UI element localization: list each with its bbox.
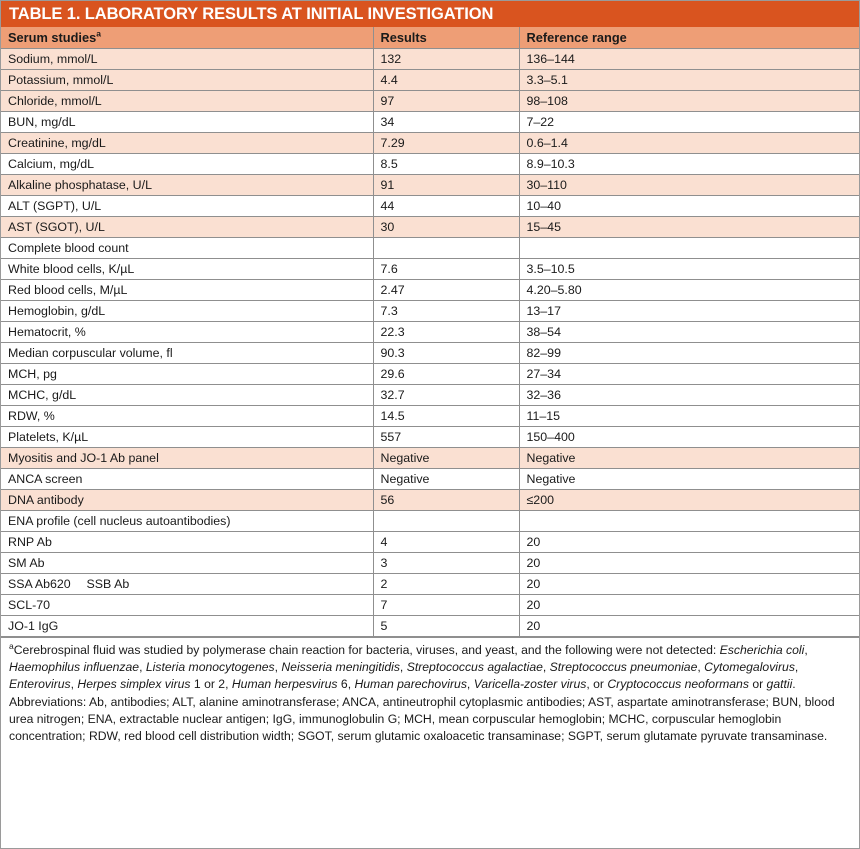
row-reference-range: 13–17 <box>519 301 859 322</box>
organism-name: Streptococcus pneumoniae <box>549 659 698 674</box>
row-label: MCHC, g/dL <box>1 385 373 406</box>
row-reference-range: 20 <box>519 595 859 616</box>
table-row <box>1 343 859 364</box>
organism-name: Haemophilus influenzae <box>9 659 140 674</box>
row-reference-range: 3.3–5.1 <box>519 70 859 91</box>
row-reference-range: 4.20–5.80 <box>519 280 859 301</box>
row-label: Complete blood count <box>1 238 373 259</box>
row-reference-range: 98–108 <box>519 91 859 112</box>
row-result: 30 <box>373 217 519 238</box>
table-row <box>1 49 859 70</box>
row-label: Red blood cells, M/µL <box>1 280 373 301</box>
row-reference-range: 10–40 <box>519 196 859 217</box>
organism-separator: , <box>542 659 550 674</box>
table-title: TABLE 1. LABORATORY RESULTS AT INITIAL INVESTIGATION <box>1 1 859 27</box>
table-row <box>1 238 859 259</box>
row-reference-range: Negative <box>519 469 859 490</box>
table-row <box>1 616 859 637</box>
row-result: 2 <box>373 574 519 595</box>
organism-name: Varicella-zoster virus <box>473 676 587 691</box>
table-row <box>1 427 859 448</box>
organism-separator: , or <box>586 676 608 691</box>
row-result: 14.5 <box>373 406 519 427</box>
row-reference-range: 7–22 <box>519 112 859 133</box>
table-row <box>1 70 859 91</box>
organism-name: gattii <box>766 676 793 691</box>
row-result: 5 <box>373 616 519 637</box>
row-label: JO-1 IgG <box>1 616 373 637</box>
organism-name: Enterovirus <box>9 676 71 691</box>
row-label: Median corpuscular volume, fl <box>1 343 373 364</box>
table-row <box>1 112 859 133</box>
organism-separator: , <box>399 659 407 674</box>
row-label: ALT (SGPT), U/L <box>1 196 373 217</box>
row-label: DNA antibody <box>1 490 373 511</box>
footnote-csf-intro: Cerebrospinal fluid was studied by polymerase chain reaction for bacteria, viruses, and yeast, and the following were not detected: <box>13 643 720 657</box>
row-label: MCH, pg <box>1 364 373 385</box>
row-result: 34 <box>373 112 519 133</box>
table-row <box>1 511 859 532</box>
row-reference-range: 20 <box>519 553 859 574</box>
row-reference-range: ≤200 <box>519 490 859 511</box>
row-result: 90.3 <box>373 343 519 364</box>
row-result: 557 <box>373 427 519 448</box>
header-row <box>1 27 859 49</box>
table-row <box>1 553 859 574</box>
row-reference-range: 15–45 <box>519 217 859 238</box>
row-reference-range: 0.6–1.4 <box>519 133 859 154</box>
row-label: Chloride, mmol/L <box>1 91 373 112</box>
row-label: Creatinine, mg/dL <box>1 133 373 154</box>
row-result: 7.6 <box>373 259 519 280</box>
table-row <box>1 154 859 175</box>
row-label: Potassium, mmol/L <box>1 70 373 91</box>
organism-name: Listeria monocytogenes <box>145 659 275 674</box>
organism-separator: , <box>139 659 146 674</box>
organism-name: Herpes simplex virus <box>77 676 191 691</box>
row-result: 56 <box>373 490 519 511</box>
footnote-marker-a: a <box>96 28 101 39</box>
row-result: 132 <box>373 49 519 70</box>
organism-separator: 1 or 2, <box>190 676 232 691</box>
row-label: Calcium, mg/dL <box>1 154 373 175</box>
column-header-results: Results <box>373 27 519 49</box>
row-result: 29.6 <box>373 364 519 385</box>
footnote-marker-a-body: a <box>9 640 14 651</box>
organism-name: Cryptococcus neoformans <box>607 676 749 691</box>
table-row <box>1 574 859 595</box>
table-row <box>1 469 859 490</box>
row-label: Hemoglobin, g/dL <box>1 301 373 322</box>
row-result: 7.29 <box>373 133 519 154</box>
row-reference-range: 20 <box>519 574 859 595</box>
row-reference-range: 20 <box>519 616 859 637</box>
column-header-serum-studies <box>1 27 373 49</box>
row-result <box>373 238 519 259</box>
row-result: Negative <box>373 448 519 469</box>
row-reference-range: 82–99 <box>519 343 859 364</box>
row-result: 4 <box>373 532 519 553</box>
table-row <box>1 259 859 280</box>
row-label: BUN, mg/dL <box>1 112 373 133</box>
table-row <box>1 217 859 238</box>
row-result: 22.3 <box>373 322 519 343</box>
table-row <box>1 133 859 154</box>
organism-separator: , <box>466 676 474 691</box>
row-result: 2.47 <box>373 280 519 301</box>
row-result: 97 <box>373 91 519 112</box>
row-reference-range: 30–110 <box>519 175 859 196</box>
row-label: RDW, % <box>1 406 373 427</box>
table-row <box>1 175 859 196</box>
row-label: Hematocrit, % <box>1 322 373 343</box>
organism-separator: 6, <box>337 676 355 691</box>
row-result: 8.5 <box>373 154 519 175</box>
table-body <box>1 49 859 637</box>
row-reference-range: 3.5–10.5 <box>519 259 859 280</box>
table-row <box>1 364 859 385</box>
row-label: Sodium, mmol/L <box>1 49 373 70</box>
row-reference-range: 38–54 <box>519 322 859 343</box>
table-row <box>1 280 859 301</box>
row-result: 4.4 <box>373 70 519 91</box>
table-row <box>1 301 859 322</box>
row-result: 7 <box>373 595 519 616</box>
row-label: Alkaline phosphatase, U/L <box>1 175 373 196</box>
row-label: AST (SGOT), U/L <box>1 217 373 238</box>
table-row <box>1 322 859 343</box>
footnotes-section <box>1 637 859 751</box>
table-row <box>1 595 859 616</box>
table-header <box>1 27 859 49</box>
row-label: Platelets, K/µL <box>1 427 373 448</box>
table-row <box>1 91 859 112</box>
column-header-serum-studies-label: Serum studies <box>8 30 97 45</box>
footnote-csf <box>9 642 851 693</box>
row-result: 32.7 <box>373 385 519 406</box>
row-label: SSA Ab620 SSB Ab <box>1 574 373 595</box>
row-result: 3 <box>373 553 519 574</box>
organism-separator: or <box>748 676 767 691</box>
row-label: ANCA screen <box>1 469 373 490</box>
row-reference-range <box>519 238 859 259</box>
row-reference-range: 27–34 <box>519 364 859 385</box>
table-row <box>1 406 859 427</box>
row-reference-range: 32–36 <box>519 385 859 406</box>
row-result: 91 <box>373 175 519 196</box>
row-label: RNP Ab <box>1 532 373 553</box>
row-result: 44 <box>373 196 519 217</box>
row-reference-range: 8.9–10.3 <box>519 154 859 175</box>
row-reference-range <box>519 511 859 532</box>
row-reference-range: 136–144 <box>519 49 859 70</box>
table-row <box>1 490 859 511</box>
organism-name: Escherichia coli <box>719 643 805 657</box>
organism-name: Neisseria meningitidis <box>281 659 400 674</box>
table-row <box>1 532 859 553</box>
row-reference-range: 11–15 <box>519 406 859 427</box>
organism-name: Cytomegalovirus <box>704 659 795 674</box>
table-row <box>1 385 859 406</box>
row-reference-range: Negative <box>519 448 859 469</box>
row-label: SM Ab <box>1 553 373 574</box>
organism-separator: , <box>697 659 705 674</box>
organism-name: Human herpesvirus <box>231 676 338 691</box>
row-label: ENA profile (cell nucleus autoantibodies) <box>1 511 373 532</box>
organism-name: Human parechovirus <box>354 676 467 691</box>
organism-separator: . <box>792 676 796 691</box>
organism-name: Streptococcus agalactiae <box>406 659 543 674</box>
organism-separator: , <box>804 643 808 657</box>
footnote-abbreviations: Abbreviations: Ab, antibodies; ALT, alanine aminotransferase; ANCA, antineutrophil cytoplasmic antibodies; AST, aspartate aminotransferase; BUN, blood urea nitrogen; ENA, extractable nuclear antigen; IgG, immunoglobulin G; MCH, mean corpuscular hemoglobin; MCHC, corpuscular hemoglobin concentration; RDW, red blood cell distribution width; SGOT, serum glutamic oxaloacetic transaminase; SGPT, serum glutamate pyruvate transaminase. <box>9 694 835 743</box>
organism-separator: , <box>70 676 78 691</box>
organism-separator: , <box>274 659 282 674</box>
row-reference-range: 150–400 <box>519 427 859 448</box>
organism-separator: , <box>794 659 799 674</box>
row-reference-range: 20 <box>519 532 859 553</box>
row-result: 7.3 <box>373 301 519 322</box>
table-row <box>1 448 859 469</box>
row-result: Negative <box>373 469 519 490</box>
lab-results-grid <box>1 27 859 637</box>
row-label: Myositis and JO-1 Ab panel <box>1 448 373 469</box>
column-header-reference-range: Reference range <box>519 27 859 49</box>
row-label: White blood cells, K/µL <box>1 259 373 280</box>
table-row <box>1 196 859 217</box>
row-label: SCL-70 <box>1 595 373 616</box>
row-result <box>373 511 519 532</box>
